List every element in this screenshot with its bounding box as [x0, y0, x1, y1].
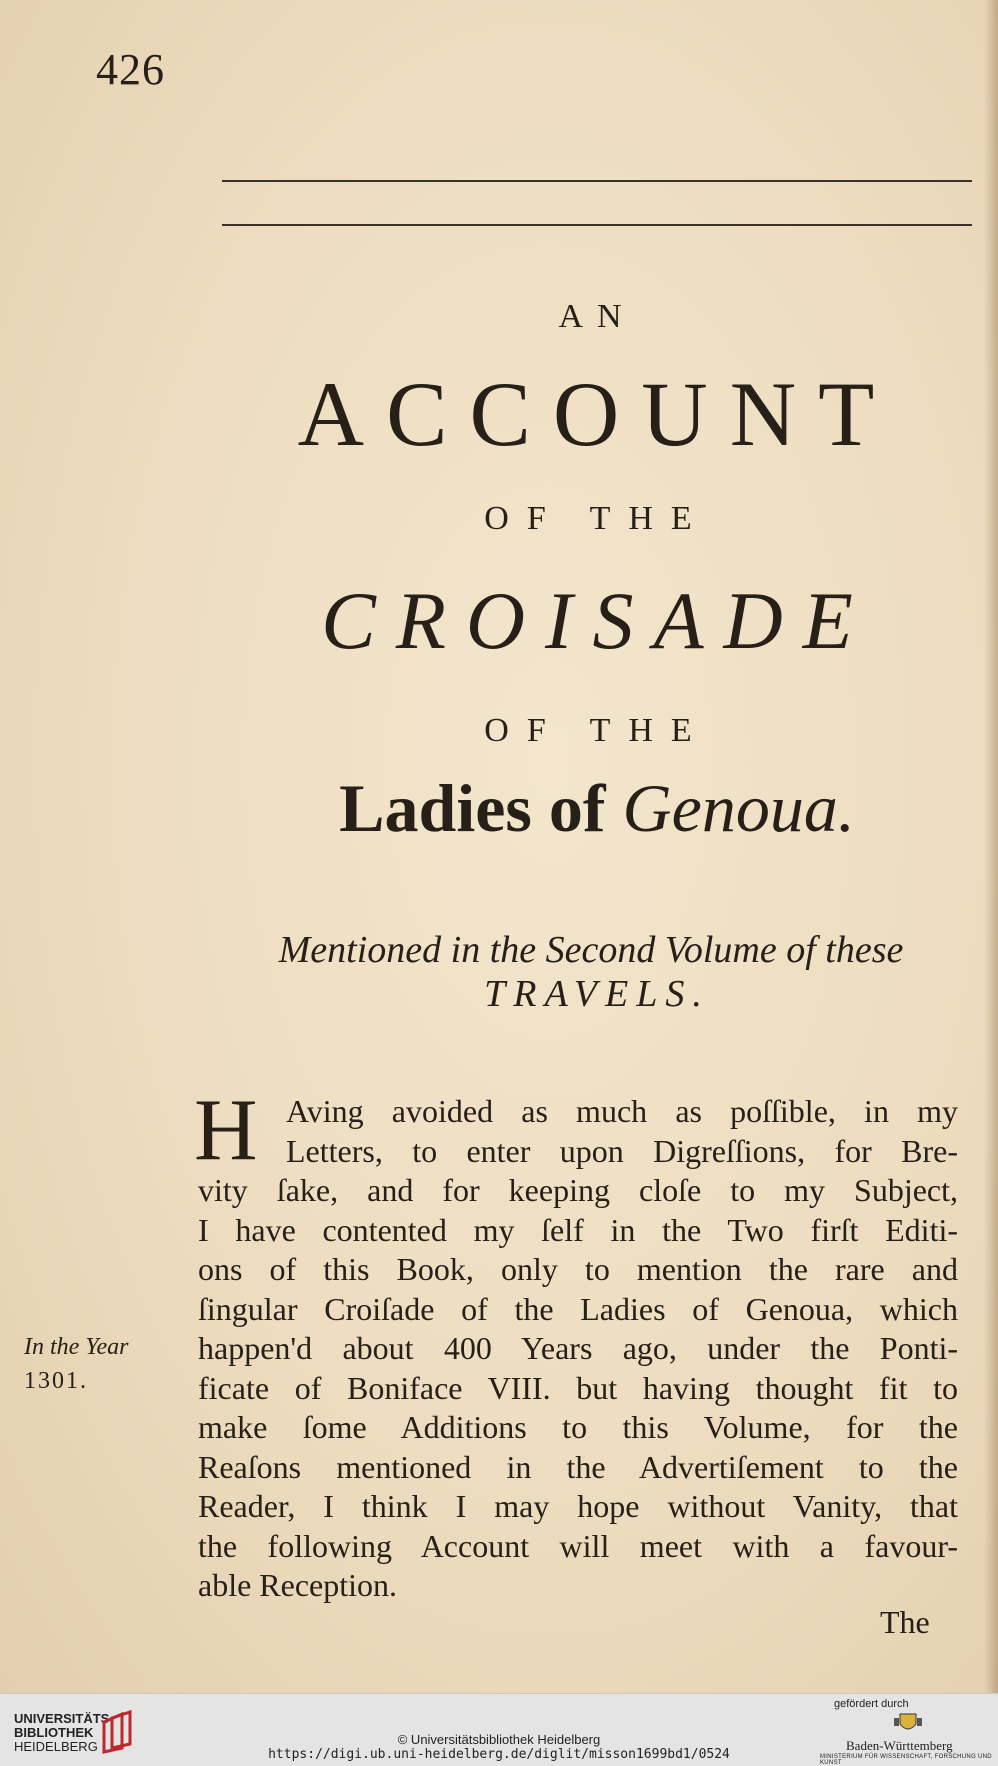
body-line: the following Account will meet with a favour- — [198, 1527, 958, 1564]
crest-icon — [890, 1712, 926, 1734]
body-line: ſingular Croiſade of the Ladies of Genoua, which — [198, 1290, 958, 1327]
permalink-url[interactable]: https://digi.ub.uni-heidelberg.de/diglit/misson1699bd1/0524 — [268, 1747, 730, 1762]
body-line: vity ſake, and for keeping cloſe to my Subject, — [198, 1172, 958, 1208]
header-rule-top — [222, 180, 972, 182]
body-line: ficate of Boniface VIII. but having thought fit to — [198, 1369, 958, 1406]
body-text — [194, 1082, 958, 1606]
sponsor-label: gefördert durch — [834, 1698, 909, 1710]
body-line: I have contented my ſelf in the Two firſt Editi- — [198, 1211, 958, 1248]
copyright-text: © Universitätsbibliothek Heidelberg — [397, 1732, 601, 1747]
title-account: ACCOUNT — [297, 363, 897, 465]
title-an: AN — [558, 298, 636, 335]
title-ladies-of: Ladies of — [339, 770, 606, 846]
title-genoua: Genoua. — [622, 770, 855, 846]
title-croisade: CROISADE — [321, 575, 873, 666]
library-name-line2: BIBLIOTHEK — [14, 1725, 94, 1740]
drop-cap: H — [194, 1082, 258, 1179]
marginal-note-year: 1301. — [24, 1368, 88, 1394]
catchword: The — [880, 1604, 930, 1640]
title-of-the-2: OF THE — [484, 712, 710, 749]
marginal-note-line1: In the Year — [24, 1334, 129, 1360]
subtitle-mentioned: Mentioned in the Second Volume of these — [278, 929, 904, 971]
marginal-note — [24, 1330, 128, 1398]
title-ladies — [222, 770, 972, 846]
page-number: 426 — [96, 45, 165, 94]
sponsor-subtitle: MINISTERIUM FÜR WISSENSCHAFT, FORSCHUNG UND KUNST — [820, 1754, 992, 1766]
library-name-line3: HEIDELBERG — [14, 1739, 98, 1754]
title-of-the-1: OF THE — [484, 500, 710, 537]
body-line: make ſome Additions to this Volume, for the — [198, 1409, 958, 1445]
sponsor-name: Baden-Württemberg — [846, 1738, 953, 1753]
body-line: Reader, I think I may hope without Vanity, that — [198, 1488, 958, 1524]
header-rule-bottom — [222, 224, 972, 226]
body-line: able Reception. — [198, 1567, 398, 1603]
body-line: Reaſons mentioned in the Advertiſement to the — [198, 1448, 958, 1485]
subtitle-travels: TRAVELS. — [484, 973, 710, 1015]
footer-bar — [0, 1693, 998, 1766]
body-line: Letters, to enter upon Digreſſions, for Bre- — [286, 1132, 958, 1169]
body-line: ons of this Book, only to mention the rare and — [198, 1251, 958, 1287]
body-line: happen'd about 400 Years ago, under the Ponti- — [198, 1330, 958, 1366]
library-name-line1: UNIVERSITÄTS- — [14, 1711, 114, 1726]
body-line: Aving avoided as much as poſſible, in my — [286, 1093, 958, 1129]
